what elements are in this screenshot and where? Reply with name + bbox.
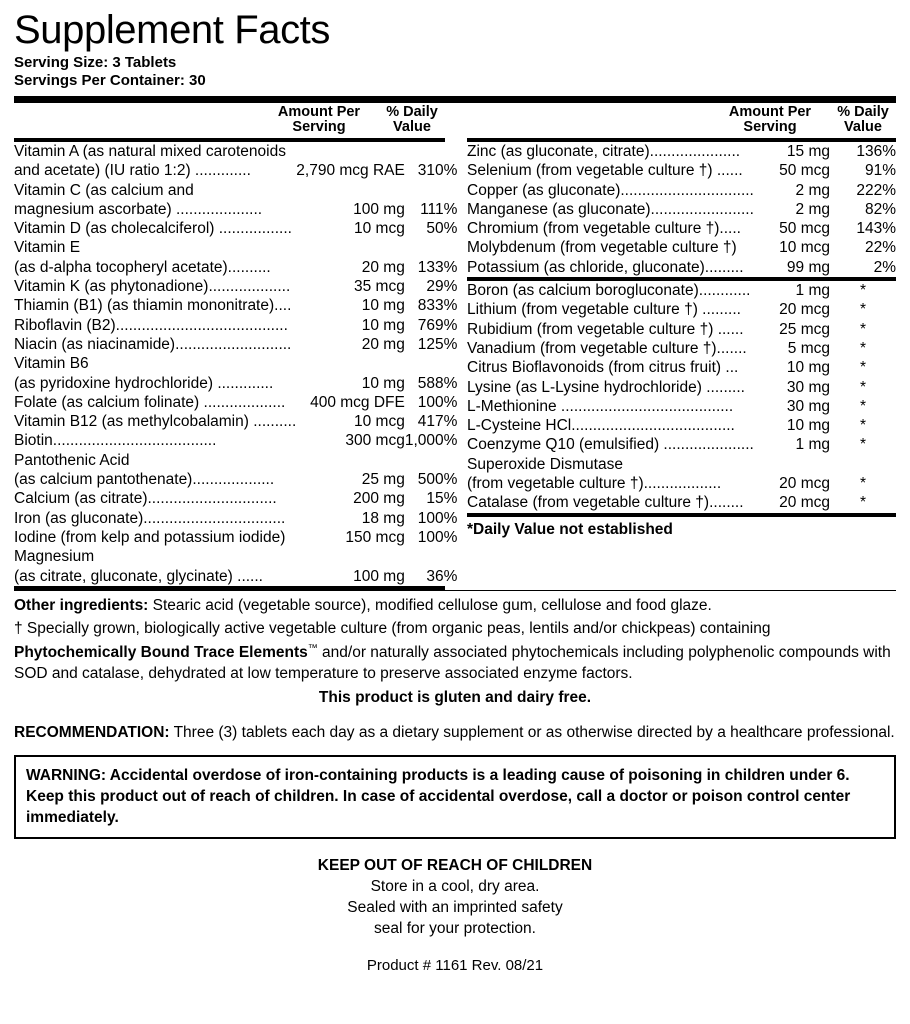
nutrient-daily-value: * <box>859 339 867 357</box>
nutrient-amount: 10 mcg <box>354 413 405 431</box>
nutrient-row <box>467 219 896 238</box>
nutrient-row <box>467 238 896 257</box>
nutrient-daily-value: 133% <box>417 258 458 276</box>
nutrient-daily-value: 50% <box>426 220 458 238</box>
nutrient-daily-value: 310% <box>417 162 458 180</box>
product-number: Product # 1161 Rev. 08/21 <box>366 957 544 975</box>
nutrient-name: Molybdenum (from vegetable culture †) <box>467 239 737 257</box>
nutrient-name: and acetate) (IU ratio 1:2) ............. <box>14 162 251 180</box>
divider-top <box>14 96 896 103</box>
nutrient-row <box>467 339 896 358</box>
nutrient-daily-value: * <box>859 494 867 512</box>
nutrient-amount: 150 mcg <box>345 528 405 546</box>
nutrient-daily-value: 15% <box>426 490 458 508</box>
nutrient-daily-value: 125% <box>417 335 458 353</box>
nutrient-daily-value: 833% <box>417 297 458 315</box>
nutrient-amount <box>296 142 405 161</box>
nutrient-row <box>14 509 457 528</box>
nutrient-row <box>467 416 896 435</box>
nutrient-daily-value: 2% <box>873 258 896 276</box>
other-ingredients-text: Stearic acid (vegetable source), modified cellulose gum, cellulose and food glaze. <box>148 596 712 614</box>
keep-out-of-reach-block <box>14 839 896 939</box>
nutrient-row <box>14 354 457 373</box>
serving-size: Serving Size: 3 Tablets <box>14 54 177 71</box>
nutrient-daily-value: 22% <box>864 239 896 257</box>
nutrient-name: Vitamin B6 <box>14 355 89 373</box>
nutrient-name: L-Cysteine HCl...................................... <box>467 417 735 435</box>
nutrient-amount: 300 mcg <box>345 432 405 450</box>
nutrient-amount: 35 mcg <box>354 278 405 296</box>
nutrient-row <box>14 200 457 219</box>
gluten-dairy-free-note: This product is gluten and dairy free. <box>318 689 592 707</box>
nutrient-name: Potassium (as chloride, gluconate)......... <box>467 258 744 276</box>
nutrient-daily-value: 769% <box>417 316 458 334</box>
nutrient-row <box>14 238 457 257</box>
nutrient-name: Copper (as gluconate)............................... <box>467 181 754 199</box>
nutrient-name: Vitamin D (as cholecalciferol) ................. <box>14 220 292 238</box>
nutrient-daily-value: 100% <box>417 509 458 527</box>
other-ingredients <box>14 591 896 616</box>
nutrient-row <box>14 412 457 431</box>
column-header-right <box>467 103 896 138</box>
nutrient-daily-value: 111% <box>420 200 458 218</box>
nutrient-daily-value: 100% <box>417 528 458 546</box>
nutrient-amount: 10 mg <box>786 417 830 435</box>
recommendation-label: RECOMMENDATION: <box>14 724 170 742</box>
nutrient-name: Folate (as calcium folinate) ................... <box>14 393 286 411</box>
nutrient-daily-value: 588% <box>417 374 458 392</box>
warning-box <box>14 755 896 839</box>
nutrient-name: Citrus Bioflavonoids (from citrus fruit) ... <box>467 359 739 377</box>
nutrient-name: Vitamin A (as natural mixed carotenoids <box>14 143 286 160</box>
recommendation <box>14 709 896 755</box>
amount-header-line2: Serving <box>292 119 346 135</box>
trademark-symbol: ™ <box>307 643 318 655</box>
nutrient-daily-value: 82% <box>864 200 896 218</box>
nutrient-row <box>14 219 457 238</box>
nutrient-name: Catalase (from vegetable culture †)........ <box>467 494 744 512</box>
divider-left-bottom <box>14 586 445 590</box>
nutrient-name: L-Methionine ........................................ <box>467 397 734 415</box>
nutrient-amount: 20 mcg <box>779 475 830 493</box>
nutrient-daily-value: * <box>859 417 867 435</box>
nutrient-name: Rubidium (from vegetable culture †) ...... <box>467 320 744 338</box>
dv-header-line2-right: Value <box>844 119 882 135</box>
nutrient-daily-value <box>405 238 458 257</box>
nutrient-name: Biotin...................................... <box>14 432 217 450</box>
nutrient-amount: 20 mg <box>361 335 405 353</box>
nutrient-row <box>14 316 457 335</box>
nutrient-daily-value: 36% <box>426 567 458 585</box>
nutrient-amount: 25 mcg <box>779 320 830 338</box>
nutrient-row <box>467 161 896 180</box>
warning-text: WARNING: Accidental overdose of iron-containing products is a leading cause of poisoning in children under 6. Keep this product out of reach of children. In case of accidental overdose, call a doctor or poison control center immediately. <box>26 767 851 827</box>
nutrient-daily-value: * <box>859 475 867 493</box>
nutrient-amount: 18 mg <box>361 509 405 527</box>
nutrient-row <box>467 493 896 512</box>
nutrient-name: Pantothenic Acid <box>14 451 130 469</box>
nutrient-daily-value: * <box>859 359 867 377</box>
nutrient-daily-value: * <box>859 436 867 454</box>
nutrient-name: Thiamin (B1) (as thiamin mononitrate).... <box>14 297 292 315</box>
nutrient-amount: 50 mcg <box>779 220 830 238</box>
nutrient-name: Boron (as calcium borogluconate)............ <box>467 282 751 300</box>
nutrient-daily-value: * <box>859 378 867 396</box>
nutrient-name: magnesium ascorbate) .................... <box>14 200 263 218</box>
nutrient-name: Iodine (from kelp and potassium iodide) <box>14 528 286 546</box>
nutrient-row <box>14 374 457 393</box>
nutrient-row <box>14 277 457 296</box>
nutrient-row <box>467 200 896 219</box>
nutrient-name: Vitamin K (as phytonadione)................... <box>14 278 291 296</box>
nutrient-daily-value <box>405 181 458 200</box>
nutrient-daily-value: * <box>859 282 867 300</box>
nutrient-amount: 200 mg <box>353 490 405 508</box>
nutrient-name: (as pyridoxine hydrochloride) ............. <box>14 374 274 392</box>
nutrient-row <box>467 300 896 319</box>
keep-out-heading: KEEP OUT OF REACH OF CHILDREN <box>317 857 593 875</box>
nutrient-name: (as citrate, gluconate, glycinate) ...... <box>14 567 263 585</box>
servings-per-container: Servings Per Container: 30 <box>14 72 206 89</box>
nutrient-amount <box>296 181 405 200</box>
dagger-note-bold: Phytochemically Bound Trace Elements <box>14 644 308 662</box>
nutrient-row <box>467 474 896 493</box>
storage-line-3: seal for your protection. <box>374 920 536 938</box>
nutrient-row <box>14 161 457 180</box>
nutrient-row <box>14 296 457 315</box>
nutrient-amount: 10 mg <box>361 374 405 392</box>
nutrient-column-right <box>455 103 896 590</box>
nutrient-row <box>14 258 457 277</box>
nutrient-row <box>14 528 457 547</box>
amount-header-line2-right: Serving <box>743 119 797 135</box>
nutrient-name: Selenium (from vegetable culture †) ...... <box>467 162 743 180</box>
nutrient-amount: 10 mcg <box>354 220 405 238</box>
nutrient-amount <box>775 455 830 474</box>
nutrient-row <box>14 393 457 412</box>
amount-header-line1: Amount Per <box>277 104 361 120</box>
nutrient-amount <box>296 354 405 373</box>
nutrient-daily-value: 91% <box>864 162 896 180</box>
nutrient-row <box>14 567 457 586</box>
nutrient-name: (as d-alpha tocopheryl acetate).......... <box>14 258 271 276</box>
dagger-note <box>14 616 896 685</box>
nutrient-name: Superoxide Dismutase <box>467 455 623 473</box>
recommendation-text: Three (3) tablets each day as a dietary supplement or as otherwise directed by a healthcare professional. <box>169 724 895 742</box>
nutrient-amount <box>296 547 405 566</box>
nutrient-column-left <box>14 103 458 590</box>
nutrient-daily-value <box>405 451 458 470</box>
nutrient-row <box>467 320 896 339</box>
nutrient-amount: 2 mg <box>795 200 830 218</box>
nutrient-amount <box>296 451 405 470</box>
nutrient-name: (from vegetable culture †).................. <box>467 475 722 493</box>
nutrient-daily-value: 222% <box>856 181 896 199</box>
nutrient-row <box>14 431 457 450</box>
nutrient-facts-columns <box>14 103 896 590</box>
dagger-note-part1: † Specially grown, biologically active vegetable culture (from organic peas, lentils and/or chickpeas) containing <box>14 619 771 637</box>
nutrient-amount: 99 mg <box>786 258 830 276</box>
nutrient-amount: 100 mg <box>353 567 405 585</box>
nutrient-name: Calcium (as citrate).............................. <box>14 490 277 508</box>
nutrient-daily-value: 29% <box>426 278 458 296</box>
nutrient-amount: 20 mg <box>361 258 405 276</box>
dv-header-line1: % Daily <box>386 104 438 120</box>
nutrient-row <box>14 547 457 566</box>
nutrient-amount: 10 mcg <box>779 239 830 257</box>
nutrient-daily-value: 500% <box>417 471 458 489</box>
nutrient-row <box>467 142 896 161</box>
dv-header-line1-right: % Daily <box>837 104 889 120</box>
nutrient-daily-value <box>405 354 458 373</box>
dv-header-line2: Value <box>393 119 431 135</box>
nutrient-daily-value: * <box>859 301 867 319</box>
nutrient-daily-value: 136% <box>856 143 896 160</box>
nutrient-row <box>467 455 896 474</box>
nutrient-row <box>467 181 896 200</box>
nutrient-daily-value: * <box>859 397 867 415</box>
nutrient-amount: 30 mg <box>786 378 830 396</box>
nutrient-row <box>14 142 457 161</box>
nutrient-amount: 30 mg <box>786 397 830 415</box>
nutrient-amount: 10 mg <box>786 359 830 377</box>
nutrient-name: Lithium (from vegetable culture †) ......... <box>467 301 741 319</box>
nutrient-amount: 50 mcg <box>779 162 830 180</box>
dagger-note-part2: and/or naturally associated phytochemicals including polyphenolic compounds with SOD and catalase, dehydrated at low temperature to preserve associated enzyme factors. <box>14 644 891 682</box>
nutrient-amount: 10 mg <box>361 297 405 315</box>
nutrient-name: Vitamin E <box>14 239 81 257</box>
column-header-left <box>14 103 445 138</box>
nutrient-name: Iron (as gluconate)................................. <box>14 509 286 527</box>
nutrient-name: Coenzyme Q10 (emulsified) ..................... <box>467 436 754 454</box>
nutrient-daily-value: 143% <box>856 220 896 238</box>
nutrient-name: Manganese (as gluconate)........................ <box>467 200 754 218</box>
amount-header-line1-right: Amount Per <box>728 104 812 120</box>
nutrient-name: Vanadium (from vegetable culture †)....... <box>467 339 747 357</box>
nutrient-daily-value: 1,000% <box>404 432 458 450</box>
nutrient-daily-value <box>830 455 896 474</box>
storage-line-1: Store in a cool, dry area. <box>370 878 540 896</box>
nutrient-row <box>14 451 457 470</box>
nutrient-name: Vitamin B12 (as methylcobalamin) .......... <box>14 413 297 431</box>
nutrient-amount: 2 mg <box>795 181 830 199</box>
nutrient-amount: 20 mcg <box>779 494 830 512</box>
nutrient-amount: 25 mg <box>361 471 405 489</box>
storage-line-2: Sealed with an imprinted safety <box>347 899 563 917</box>
nutrient-row <box>467 397 896 416</box>
nutrient-daily-value: * <box>859 320 867 338</box>
nutrient-daily-value: 417% <box>417 413 458 431</box>
nutrient-amount: 10 mg <box>361 316 405 334</box>
nutrient-row <box>467 258 896 277</box>
nutrient-name: Zinc (as gluconate, citrate)..................... <box>467 143 741 160</box>
nutrient-table-right-other <box>467 281 896 513</box>
nutrient-row <box>14 489 457 508</box>
nutrient-daily-value <box>405 547 458 566</box>
other-ingredients-label: Other ingredients: <box>14 596 149 614</box>
nutrient-table-right-minerals <box>467 142 896 277</box>
nutrient-name: (as calcium pantothenate)................... <box>14 471 275 489</box>
nutrient-name: Magnesium <box>14 548 95 566</box>
nutrient-amount: 5 mcg <box>787 339 830 357</box>
nutrient-row <box>467 378 896 397</box>
page-title: Supplement Facts <box>14 8 330 52</box>
nutrient-amount: 100 mg <box>353 200 405 218</box>
nutrient-name: Lysine (as L-Lysine hydrochloride) ......... <box>467 378 745 396</box>
nutrient-amount: 1 mg <box>795 282 830 300</box>
nutrient-row <box>14 181 457 200</box>
nutrient-amount: 15 mg <box>786 143 830 160</box>
nutrient-daily-value <box>405 142 458 161</box>
nutrient-name: Vitamin C (as calcium and <box>14 181 194 199</box>
nutrient-amount: 20 mcg <box>779 301 830 319</box>
nutrient-name: Niacin (as niacinamide)........................... <box>14 335 292 353</box>
daily-value-footnote: *Daily Value not established <box>467 520 673 538</box>
nutrient-row <box>14 335 457 354</box>
nutrient-table-left <box>14 142 457 586</box>
nutrient-row <box>467 281 896 300</box>
nutrient-row <box>467 435 896 454</box>
nutrient-name: Riboflavin (B2)........................................ <box>14 316 288 334</box>
nutrient-amount: 2,790 mcg RAE <box>296 162 405 180</box>
nutrient-daily-value: 100% <box>417 393 458 411</box>
nutrient-row <box>467 358 896 377</box>
nutrient-row <box>14 470 457 489</box>
nutrient-amount: 1 mg <box>795 436 830 454</box>
nutrient-amount <box>296 238 405 257</box>
nutrient-name: Chromium (from vegetable culture †)..... <box>467 220 741 238</box>
nutrient-amount: 400 mcg DFE <box>310 393 405 411</box>
